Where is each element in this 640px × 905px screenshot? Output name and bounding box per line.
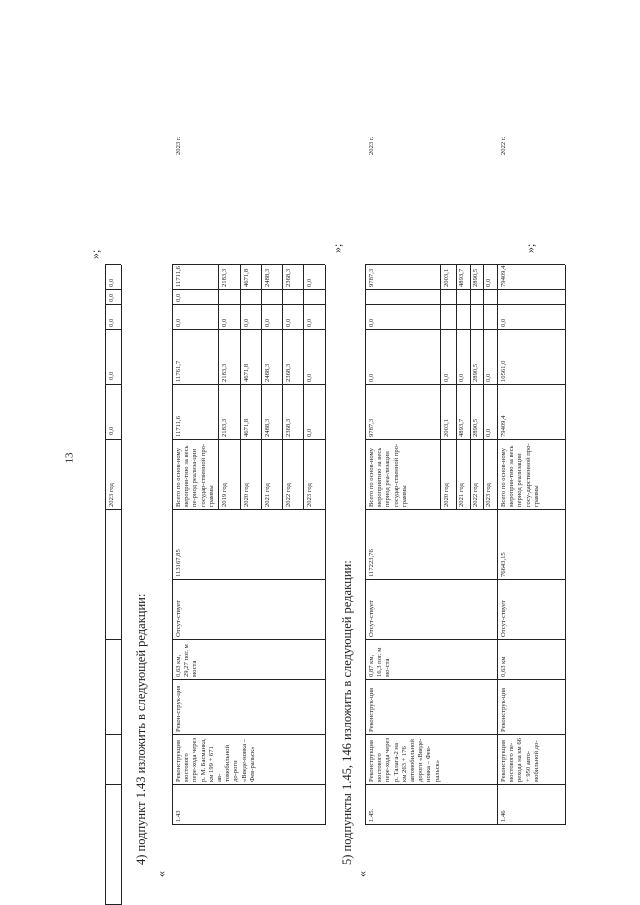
work-type: Реконструк-ция [368, 687, 375, 732]
cost: 117223,76 [368, 549, 375, 577]
top-fragment-value: 0,0 [108, 318, 115, 327]
year-value: 0,0 [485, 278, 492, 287]
object-name: Реконструкция мостового пе-рехода на км 66 + 950 авто-мобильной до- [500, 738, 540, 782]
cost: 113167,85 [175, 549, 182, 577]
capacity: 0,63 км [500, 656, 507, 677]
cost: 76643,15 [500, 552, 507, 577]
year-value: 0,0 [221, 318, 228, 327]
year-value: 2488,3 [264, 268, 271, 287]
top-fragment-value: 0,0 [108, 278, 115, 287]
kind: Отсут-ствует [368, 600, 375, 637]
row-num: 1.45. [368, 808, 375, 822]
year-value: 2488,3 [264, 363, 271, 382]
year-label: 2022 год [472, 483, 479, 507]
year-value: 0,0 [306, 428, 313, 437]
year-label: 2023 год [485, 483, 492, 507]
completion-year: 2023 г. [175, 136, 182, 155]
completion-year: 2023 г. [368, 136, 375, 155]
year-value: 2890,5 [472, 363, 479, 382]
year-value: 0,0 [306, 318, 313, 327]
close-quote: »; [330, 243, 344, 253]
total-value: 0,0 [175, 293, 182, 302]
close-quote: »; [88, 249, 102, 259]
year-label: 2023 год [306, 483, 313, 507]
year-label: 2022 год [285, 483, 292, 507]
year-value: 4671,8 [243, 418, 250, 437]
total-value: 79409,4 [500, 415, 507, 437]
top-fragment-value: 0,0 [108, 293, 115, 302]
capacity: 0,87 км, 16,3 пог. м мо-ста [368, 647, 392, 677]
top-fragment-value: 0,0 [108, 371, 115, 380]
year-value: 0,0 [458, 373, 465, 382]
total-value: 9787,3 [368, 268, 375, 287]
total-value: 0,0 [500, 318, 507, 327]
year-value: 2183,3 [221, 418, 228, 437]
year-value: 0,0 [485, 428, 492, 437]
capacity: 0,63 км, 29,27 пог. м моста [175, 644, 199, 677]
period-label: Всего по основ-ному мероприятию за весь период реа-лизации государ-ственной про-граммы [368, 443, 408, 507]
year-value: 4893,7 [458, 268, 465, 287]
kind: Отсут-ствует [175, 600, 182, 637]
year-value: 0,0 [306, 278, 313, 287]
year-value: 2368,3 [285, 268, 292, 287]
open-quote: « [355, 871, 369, 877]
year-value: 4671,8 [243, 363, 250, 382]
section-4-heading: 4) подпункт 1.43 изложить в следующей редакции: [134, 593, 148, 865]
work-type: Рекон-струк-ция [175, 685, 182, 732]
total-value: 10561,0 [500, 360, 507, 382]
year-value: 2183,3 [221, 268, 228, 287]
total-value: 79409,4 [500, 265, 507, 287]
year-value: 2003,1 [443, 268, 450, 287]
row-num: 1.46 [500, 810, 507, 822]
section-5-heading: 5) подпункты 1.45, 146 изложить в следующей редакции: [340, 560, 354, 865]
period-label: Всего по основ-ному мероприя-тию за весь пе-риод реализа-ции государ-ственной про-граммы [175, 443, 215, 507]
top-fragment-label: 2023 год [108, 483, 115, 507]
year-label: 2021 год [458, 483, 465, 507]
period-label: Всего по основ-ному мероприя-тию за весь период реализации госу-дарственной про-граммы [500, 443, 540, 507]
total-value: 9787,3 [368, 418, 375, 437]
year-label: 2021 год [264, 483, 271, 507]
year-value: 2368,3 [285, 363, 292, 382]
top-fragment-value: 0,0 [108, 426, 115, 435]
open-quote: « [154, 871, 168, 877]
year-value: 0,0 [443, 373, 450, 382]
year-value: 2003,1 [443, 418, 450, 437]
work-type: Реконструк-ция [500, 687, 507, 732]
kind: Отсут-ствует [500, 600, 507, 637]
year-value: 0,0 [306, 373, 313, 382]
object-name: Реконструкция мостового пере-хода через р. М. Басманка, км 199 + 671 ав-томобильной до-роги «Введе-новка – Фев-ральск» [175, 737, 256, 782]
year-value: 2890,5 [472, 418, 479, 437]
year-value: 2890,5 [472, 268, 479, 287]
total-value: 11711,6 [175, 416, 182, 437]
completion-year: 2022 г. [500, 136, 507, 155]
year-label: 2019 год [221, 483, 228, 507]
year-label: 2020 год [243, 483, 250, 507]
object-name: Реконструкция мостового пере-хода через р. Талага-2 на км 263 + 176 автомобильной дороги «Введе-новка – Фев-ральск» [368, 737, 441, 782]
year-value: 0,0 [264, 318, 271, 327]
total-value: 11711,6 [175, 266, 182, 287]
total-value: 0,0 [175, 318, 182, 327]
year-value: 0,0 [485, 373, 492, 382]
total-value: 0,0 [368, 318, 375, 327]
page-number: 13 [63, 452, 76, 464]
year-value: 0,0 [285, 318, 292, 327]
year-value: 4671,8 [243, 268, 250, 287]
year-value: 2488,3 [264, 418, 271, 437]
total-value: 0,0 [368, 373, 375, 382]
close-quote: »; [523, 243, 537, 253]
total-value: 11761,7 [175, 360, 182, 382]
year-value: 0,0 [243, 318, 250, 327]
year-value: 4893,7 [458, 418, 465, 437]
year-label: 2020 год [443, 483, 450, 507]
row-num: 1.43 [175, 810, 182, 822]
year-value: 2368,3 [285, 418, 292, 437]
year-value: 2183,3 [221, 363, 228, 382]
